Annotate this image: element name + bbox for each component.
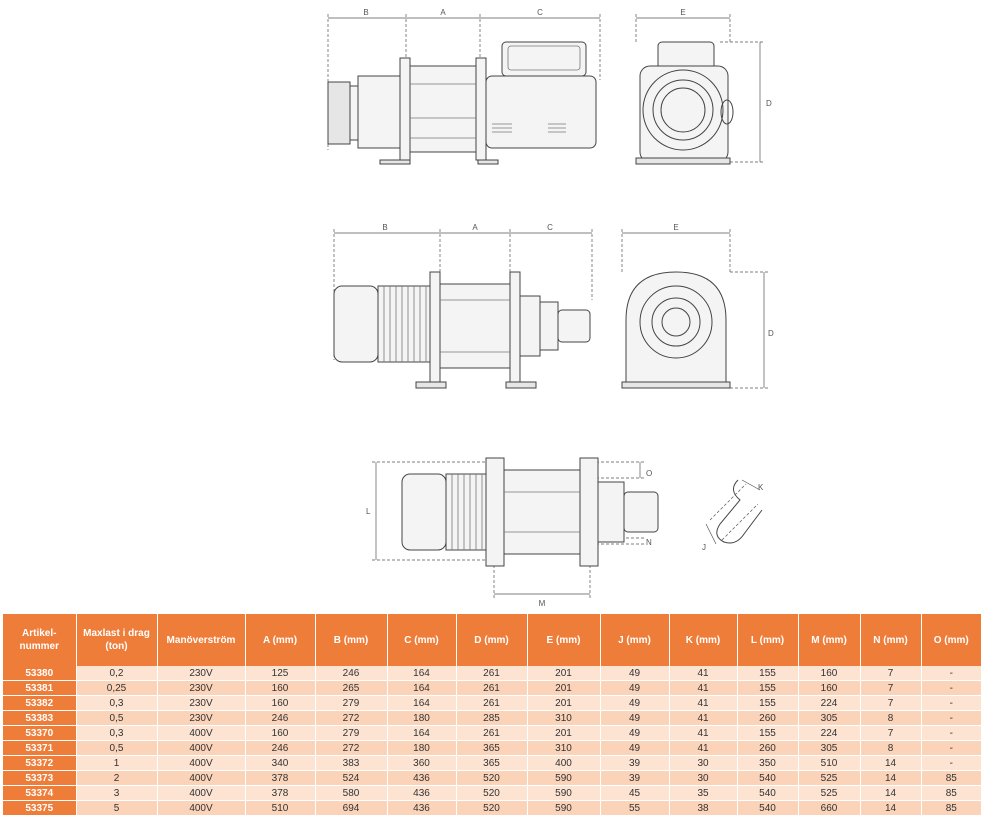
table-cell: 400	[527, 756, 600, 771]
article-number-cell: 53383	[3, 711, 76, 726]
article-number-cell: 53373	[3, 771, 76, 786]
table-cell: 55	[600, 801, 669, 816]
table-cell: 155	[737, 666, 798, 681]
winch-top-view	[366, 458, 764, 608]
table-cell: 0,25	[76, 681, 157, 696]
table-cell: 41	[669, 741, 737, 756]
table-cell: 510	[245, 801, 315, 816]
table-cell: 180	[387, 741, 456, 756]
table-cell: 305	[798, 711, 860, 726]
table-row	[3, 741, 981, 756]
table-cell: 246	[245, 711, 315, 726]
article-number-cell: 53380	[3, 666, 76, 681]
table-cell: -	[921, 741, 981, 756]
column-header: K (mm)	[669, 614, 737, 666]
table-cell: 436	[387, 801, 456, 816]
column-header: E (mm)	[527, 614, 600, 666]
table-cell: 230V	[157, 681, 245, 696]
table-cell: 305	[798, 741, 860, 756]
table-cell: 310	[527, 741, 600, 756]
column-header: Maxlast i drag (ton)	[76, 614, 157, 666]
table-cell: 7	[860, 726, 921, 741]
table-cell: -	[921, 666, 981, 681]
spec-table	[3, 614, 981, 816]
dim-label-m: M	[538, 599, 546, 608]
table-cell: 400V	[157, 786, 245, 801]
table-cell: 39	[600, 756, 669, 771]
table-cell: 230V	[157, 711, 245, 726]
table-cell: 524	[315, 771, 387, 786]
table-cell: 246	[245, 741, 315, 756]
column-header: D (mm)	[456, 614, 527, 666]
column-header: A (mm)	[245, 614, 315, 666]
article-number-cell: 53374	[3, 786, 76, 801]
table-cell: 540	[737, 771, 798, 786]
table-cell: 0,3	[76, 726, 157, 741]
table-cell: 261	[456, 726, 527, 741]
table-cell: 230V	[157, 696, 245, 711]
table-cell: 230V	[157, 666, 245, 681]
table-cell: 8	[860, 741, 921, 756]
dim-label-e2: E	[673, 223, 679, 232]
table-body	[3, 666, 981, 816]
table-cell: 201	[527, 696, 600, 711]
table-cell: 160	[798, 681, 860, 696]
table-row	[3, 666, 981, 681]
table-cell: 660	[798, 801, 860, 816]
dim-label-c: C	[537, 8, 543, 17]
table-cell: 510	[798, 756, 860, 771]
table-cell: 201	[527, 726, 600, 741]
table-cell: 164	[387, 696, 456, 711]
table-cell: 201	[527, 666, 600, 681]
table-cell: 14	[860, 801, 921, 816]
table-cell: 378	[245, 786, 315, 801]
table-cell: 590	[527, 801, 600, 816]
table-cell: 8	[860, 711, 921, 726]
table-row	[3, 726, 981, 741]
table-row	[3, 771, 981, 786]
article-number-cell: 53371	[3, 741, 76, 756]
table-cell: 49	[600, 726, 669, 741]
table-cell: 164	[387, 726, 456, 741]
table-cell: 38	[669, 801, 737, 816]
table-cell: 436	[387, 771, 456, 786]
column-header: J (mm)	[600, 614, 669, 666]
table-cell: 540	[737, 786, 798, 801]
table-cell: 39	[600, 771, 669, 786]
table-cell: 580	[315, 786, 387, 801]
table-cell: 2	[76, 771, 157, 786]
table-cell: 30	[669, 756, 737, 771]
table-cell: 160	[245, 726, 315, 741]
dim-label-k: K	[758, 483, 764, 492]
table-cell: 30	[669, 771, 737, 786]
table-cell: 7	[860, 696, 921, 711]
table-cell: 14	[860, 786, 921, 801]
table-cell: 525	[798, 771, 860, 786]
table-cell: 49	[600, 666, 669, 681]
table-cell: 261	[456, 696, 527, 711]
table-cell: 45	[600, 786, 669, 801]
column-header: Artikel-nummer	[3, 614, 76, 666]
table-cell: 41	[669, 681, 737, 696]
table-cell: 436	[387, 786, 456, 801]
table-cell: 378	[245, 771, 315, 786]
table-cell: 0,3	[76, 696, 157, 711]
table-row	[3, 756, 981, 771]
dim-label-j: J	[702, 543, 706, 552]
table-cell: 400V	[157, 771, 245, 786]
table-cell: 279	[315, 726, 387, 741]
table-cell: 180	[387, 711, 456, 726]
table-cell: 590	[527, 771, 600, 786]
table-cell: 49	[600, 711, 669, 726]
table-cell: 265	[315, 681, 387, 696]
table-cell: 400V	[157, 741, 245, 756]
table-cell: 41	[669, 711, 737, 726]
table-cell: 160	[798, 666, 860, 681]
column-header: M (mm)	[798, 614, 860, 666]
column-header: Manöverström	[157, 614, 245, 666]
table-cell: 7	[860, 681, 921, 696]
table-cell: 160	[245, 696, 315, 711]
table-cell: 224	[798, 696, 860, 711]
table-cell: 279	[315, 696, 387, 711]
article-number-cell: 53375	[3, 801, 76, 816]
dim-label-c2: C	[547, 223, 553, 232]
dim-label-d: D	[766, 99, 772, 108]
table-cell: 85	[921, 801, 981, 816]
column-header: N (mm)	[860, 614, 921, 666]
table-cell: 520	[456, 771, 527, 786]
table-cell: 155	[737, 681, 798, 696]
article-number-cell: 53382	[3, 696, 76, 711]
table-header-row	[3, 614, 981, 666]
table-cell: -	[921, 711, 981, 726]
table-cell: 160	[245, 681, 315, 696]
table-cell: 400V	[157, 726, 245, 741]
table-cell: 85	[921, 771, 981, 786]
table-row	[3, 801, 981, 816]
table-cell: 5	[76, 801, 157, 816]
table-cell: 590	[527, 786, 600, 801]
table-cell: 85	[921, 786, 981, 801]
dim-label-n: N	[646, 538, 652, 547]
table-cell: -	[921, 696, 981, 711]
table-cell: 201	[527, 681, 600, 696]
table-cell: -	[921, 681, 981, 696]
table-cell: -	[921, 726, 981, 741]
table-cell: 224	[798, 726, 860, 741]
table-cell: 261	[456, 681, 527, 696]
table-cell: -	[921, 756, 981, 771]
table-cell: 400V	[157, 756, 245, 771]
table-cell: 3	[76, 786, 157, 801]
table-cell: 14	[860, 771, 921, 786]
table-cell: 0,5	[76, 711, 157, 726]
dim-label-a2: A	[472, 223, 478, 232]
table-row	[3, 711, 981, 726]
table-cell: 41	[669, 666, 737, 681]
dim-label-d2: D	[768, 329, 774, 338]
table-cell: 49	[600, 741, 669, 756]
table-cell: 246	[315, 666, 387, 681]
table-cell: 260	[737, 741, 798, 756]
table-cell: 49	[600, 681, 669, 696]
table-cell: 125	[245, 666, 315, 681]
table-cell: 0,2	[76, 666, 157, 681]
article-number-cell: 53372	[3, 756, 76, 771]
table-cell: 41	[669, 726, 737, 741]
winch-side-view-top	[328, 8, 772, 164]
table-cell: 383	[315, 756, 387, 771]
table-cell: 340	[245, 756, 315, 771]
table-cell: 41	[669, 696, 737, 711]
table-cell: 540	[737, 801, 798, 816]
table-cell: 272	[315, 711, 387, 726]
table-row	[3, 696, 981, 711]
dim-label-l: L	[366, 507, 371, 516]
table-cell: 14	[860, 756, 921, 771]
table-cell: 272	[315, 741, 387, 756]
winch-side-view-middle	[334, 223, 774, 388]
table-cell: 525	[798, 786, 860, 801]
table-cell: 164	[387, 666, 456, 681]
table-cell: 260	[737, 711, 798, 726]
article-number-cell: 53381	[3, 681, 76, 696]
table-cell: 49	[600, 696, 669, 711]
table-cell: 261	[456, 666, 527, 681]
table-row	[3, 681, 981, 696]
dim-label-b2: B	[382, 223, 388, 232]
table-cell: 365	[456, 741, 527, 756]
table-cell: 365	[456, 756, 527, 771]
dim-label-e: E	[680, 8, 686, 17]
table-cell: 164	[387, 681, 456, 696]
dim-label-o: O	[646, 469, 653, 478]
column-header: B (mm)	[315, 614, 387, 666]
table-cell: 35	[669, 786, 737, 801]
table-cell: 400V	[157, 801, 245, 816]
table-cell: 520	[456, 786, 527, 801]
dim-label-b: B	[363, 8, 369, 17]
table-cell: 520	[456, 801, 527, 816]
dim-label-a: A	[440, 8, 446, 17]
table-cell: 1	[76, 756, 157, 771]
table-cell: 694	[315, 801, 387, 816]
column-header: C (mm)	[387, 614, 456, 666]
column-header: L (mm)	[737, 614, 798, 666]
table-cell: 350	[737, 756, 798, 771]
table-cell: 0,5	[76, 741, 157, 756]
table-cell: 155	[737, 726, 798, 741]
article-number-cell: 53370	[3, 726, 76, 741]
column-header: O (mm)	[921, 614, 981, 666]
table-cell: 7	[860, 666, 921, 681]
table-cell: 155	[737, 696, 798, 711]
table-cell: 360	[387, 756, 456, 771]
table-cell: 285	[456, 711, 527, 726]
table-cell: 310	[527, 711, 600, 726]
table-row	[3, 786, 981, 801]
